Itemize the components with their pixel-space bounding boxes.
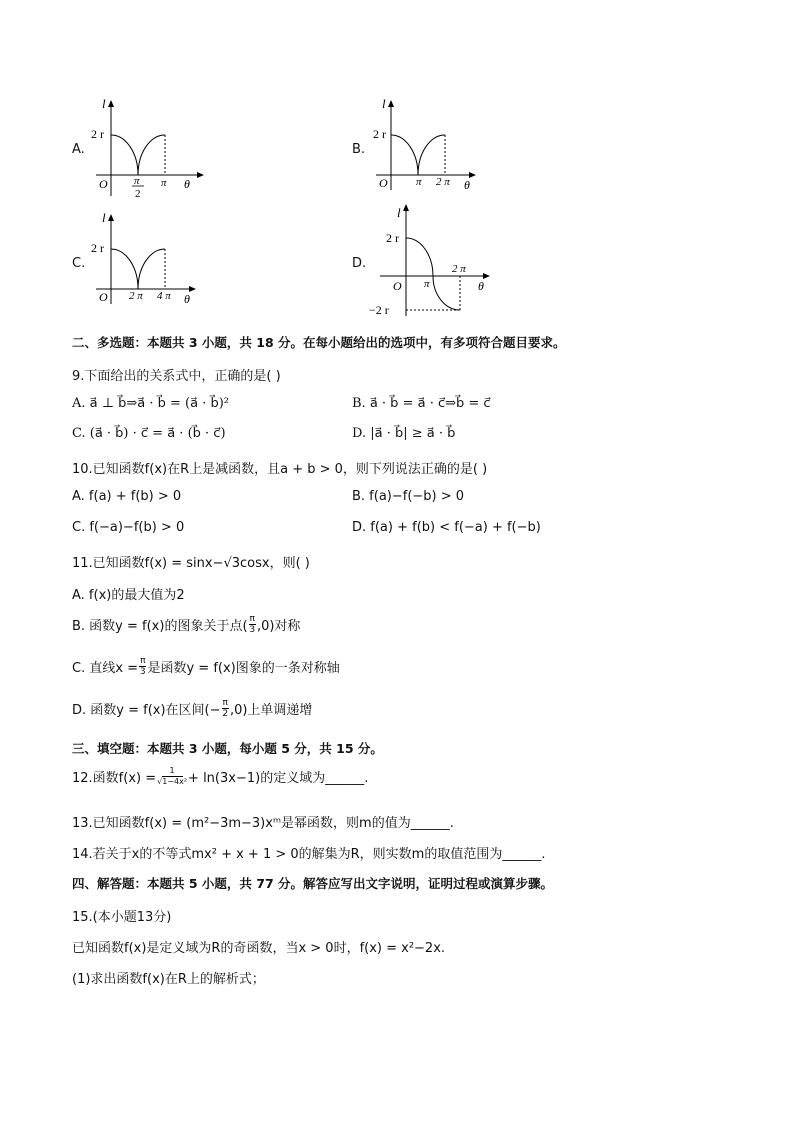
q12-post: + ln(3x−1)的定义域为______. xyxy=(188,771,369,786)
graph-a xyxy=(88,96,208,204)
q11-option-c xyxy=(72,656,340,677)
graph-a-pi-num: π xyxy=(134,175,140,187)
graph-d xyxy=(364,200,504,322)
q12-num: 1 xyxy=(162,766,183,777)
graph-a-pi-den: 2 xyxy=(135,188,141,200)
q12-frac xyxy=(157,766,187,787)
graph-a-l: l xyxy=(102,96,106,111)
graph-d-theta: θ xyxy=(478,279,484,293)
q10-option-d: D. f(a) + f(b) < f(−a) + f(−b) xyxy=(352,520,541,535)
graph-c-origin: O xyxy=(99,290,108,304)
q11-option-d xyxy=(72,698,312,719)
q11-b-post: ,0)对称 xyxy=(256,619,301,634)
graph-d-y-arrow xyxy=(403,204,409,211)
graph-d-x-arrow xyxy=(483,273,490,279)
q14: 14.若关于x的不等式mx² + x + 1 > 0的解集为R，则实数m的取值范围为______. xyxy=(72,847,546,862)
graph-a-origin: O xyxy=(99,177,108,191)
q11-b-frac xyxy=(249,614,256,635)
graph-b-2pi: 2 π xyxy=(436,176,450,188)
q9-stem: 9.下面给出的关系式中，正确的是( ) xyxy=(72,369,281,384)
q12-den: √1−4x² xyxy=(157,777,188,786)
q11-c-den: 3 xyxy=(139,667,146,677)
graph-b-2r: 2 r xyxy=(373,127,386,141)
q13: 13.已知函数f(x) = (m²−3m−3)xᵐ是幂函数，则m的值为______. xyxy=(72,816,454,831)
graph-b xyxy=(368,96,488,196)
q15-part1: (1)求出函数f(x)在R上的解析式； xyxy=(72,972,265,987)
q11-c-pre: C. 直线x = xyxy=(72,661,139,676)
q11-d-num: π xyxy=(222,698,228,708)
graph-d-neg2r: −2 r xyxy=(369,303,389,317)
section-2-heading: 二、多选题：本题共 3 小题，共 18 分。在每小题给出的选项中，有多项符合题目要求。 xyxy=(72,335,566,350)
graph-b-pi: π xyxy=(416,176,422,188)
graph-d-pi: π xyxy=(424,278,430,290)
graph-d-2pi: 2 π xyxy=(452,263,466,275)
q11-d-pre: D. 函数y = f(x)在区间(− xyxy=(72,703,221,718)
option-d-label: D. xyxy=(352,256,367,271)
q9-option-a: A. a⃗ ⊥ b⃗⇒a⃗ · b⃗ = (a⃗ · b⃗)² xyxy=(72,396,229,411)
section-4-heading: 四、解答题：本题共 5 小题，共 77 分。解答应写出文字说明，证明过程或演算步骤。 xyxy=(72,876,554,891)
q12 xyxy=(72,766,368,787)
graph-c-l: l xyxy=(102,210,106,225)
graph-a-y-arrow xyxy=(108,100,114,107)
graph-d-origin: O xyxy=(393,279,402,293)
graph-b-x-arrow xyxy=(469,172,476,178)
q11-b-den: 3 xyxy=(249,625,256,635)
graph-a-theta: θ xyxy=(184,177,190,191)
q11-stem: 11.已知函数f(x) = sinx−√3cosx，则( ) xyxy=(72,556,310,571)
graph-c xyxy=(88,210,208,310)
q11-b-num: π xyxy=(249,614,255,624)
q11-d-den: 2 xyxy=(222,709,229,719)
graph-c-2r: 2 r xyxy=(91,241,104,255)
q11-option-a: A. f(x)的最大值为2 xyxy=(72,588,185,603)
q15-stem: 已知函数f(x)是定义域为R的奇函数，当x > 0时，f(x) = x²−2x. xyxy=(72,941,446,956)
graph-c-theta: θ xyxy=(184,292,190,306)
q10-stem: 10.已知函数f(x)在R上是减函数，且a + b > 0，则下列说法正确的是( ) xyxy=(72,462,488,477)
graph-a-x-arrow xyxy=(197,172,204,178)
graph-b-curve xyxy=(391,135,445,175)
graph-b-y-arrow xyxy=(388,100,394,107)
q11-option-b xyxy=(72,614,300,635)
graph-a-2r: 2 r xyxy=(91,127,104,141)
q9-option-c: C. (a⃗ · b⃗) · c⃗ = a⃗ · (b⃗ · c⃗) xyxy=(72,426,226,441)
q15-title: 15.(本小题13分) xyxy=(72,910,172,925)
graph-c-4pi: 4 π xyxy=(157,290,171,302)
option-b-label: B. xyxy=(352,142,366,157)
section-3-heading: 三、填空题：本题共 3 小题，每小题 5 分，共 15 分。 xyxy=(72,741,383,756)
graph-d-l: l xyxy=(397,205,401,220)
graph-b-l: l xyxy=(382,96,386,111)
q10-option-b: B. f(a)−f(−b) > 0 xyxy=(352,489,465,504)
q11-d-post: ,0)上单调递增 xyxy=(229,703,313,718)
graph-c-x-arrow xyxy=(189,286,196,292)
q10-option-a: A. f(a) + f(b) > 0 xyxy=(72,489,182,504)
graph-d-2r: 2 r xyxy=(386,231,399,245)
option-c-label: C. xyxy=(72,256,86,271)
q9-option-d: D. |a⃗ · b⃗| ≥ a⃗ · b⃗ xyxy=(352,426,456,441)
q11-d-frac xyxy=(222,698,229,719)
q11-c-num: π xyxy=(140,656,146,666)
q11-b-pre: B. 函数y = f(x)的图象关于点( xyxy=(72,619,248,634)
graph-b-theta: θ xyxy=(464,178,470,192)
q11-c-post: 是函数y = f(x)图象的一条对称轴 xyxy=(147,661,340,676)
graph-a-pi: π xyxy=(161,177,167,189)
graph-b-origin: O xyxy=(379,176,388,190)
graph-a-curve xyxy=(111,135,165,175)
q10-option-c: C. f(−a)−f(b) > 0 xyxy=(72,520,185,535)
option-a-label: A. xyxy=(72,142,85,157)
q9-option-b: B. a⃗ · b⃗ = a⃗ · c⃗⇒b⃗ = c⃗ xyxy=(352,396,491,411)
q11-c-frac xyxy=(139,656,146,677)
graph-c-curve xyxy=(111,249,165,289)
q12-pre: 12.函数f(x) = xyxy=(72,771,157,786)
graph-c-y-arrow xyxy=(108,214,114,221)
graph-c-2pi: 2 π xyxy=(129,290,143,302)
